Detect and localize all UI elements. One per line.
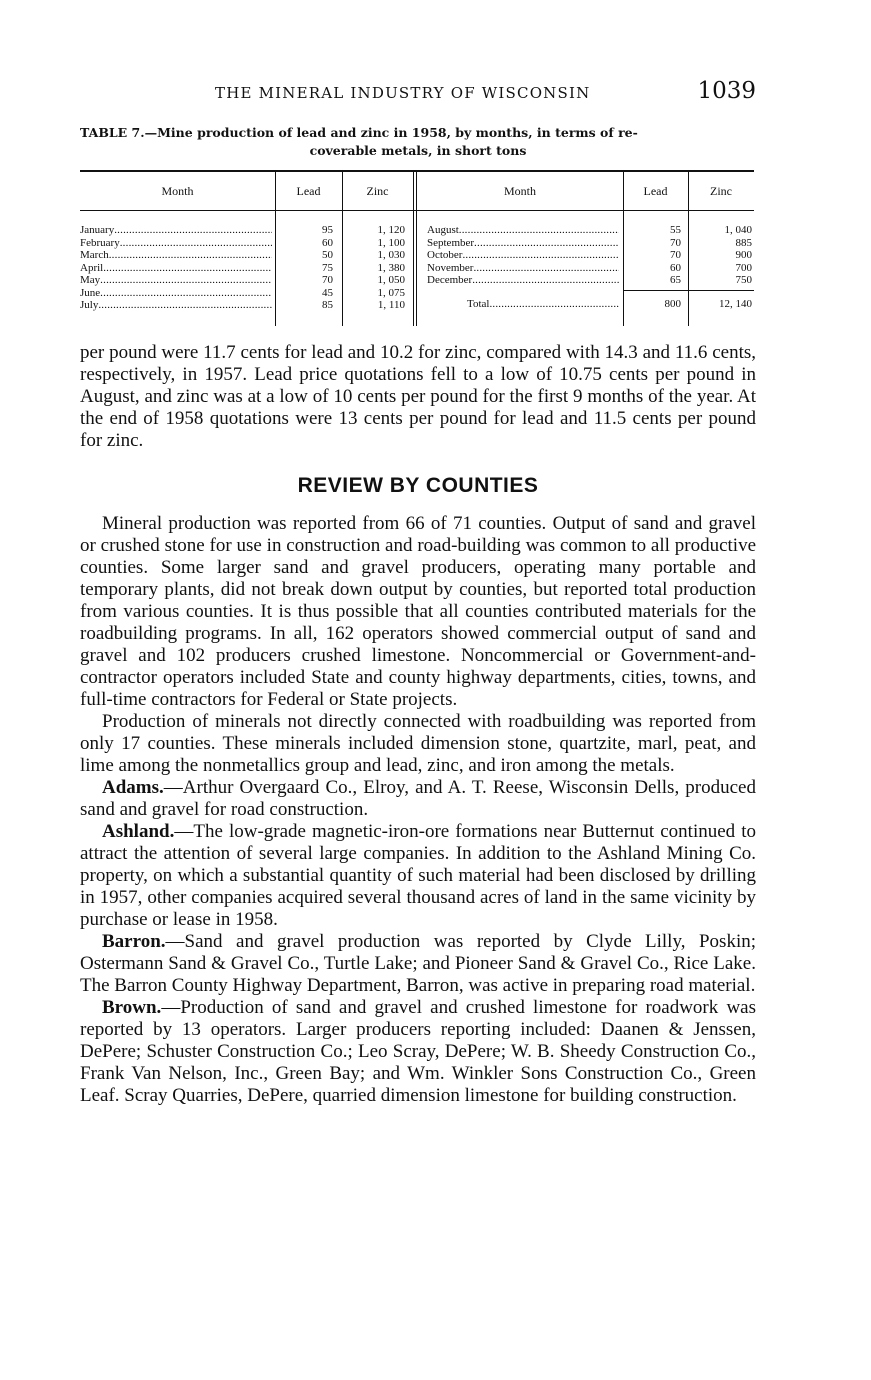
- row-zinc: 1, 120: [377, 224, 405, 236]
- header-month-right: Month: [503, 184, 536, 198]
- total-label: Total: [467, 298, 490, 310]
- county-text-barron: —Sand and gravel production was reported by Clyde Lilly, Poskin; Ostermann Sand & Gravel Co., Turtle Lake; and Pioneer Sand & Gravel Co., Rice Lake. The Barron County Highway Department, Barron, was active in preparing road material.: [80, 931, 756, 996]
- table-row: [80, 262, 413, 275]
- row-zinc: 1, 050: [377, 274, 405, 286]
- county-review-text: [80, 513, 756, 1107]
- total-zinc: 12, 140: [719, 298, 752, 310]
- county-name-barron: Barron.: [102, 931, 166, 952]
- row-lead: 70: [322, 274, 333, 286]
- table-top-rule: [80, 170, 754, 172]
- row-lead: 70: [670, 249, 681, 261]
- row-lead: 95: [322, 224, 333, 236]
- county-text-brown: —Production of sand and gravel and crushed limestone for roadwork was reported by 13 operators. Larger producers reporting included: Daanen & Jenssen, DePere; Schuster Construction Co.; Leo Scray, DePere; W. B. Sheedy Construction Co., Frank Van Nelson, Inc., Green Bay; and Wm. Winkler Sons Construction Co., Green Leaf. Scray Quarries, DePere, quarried dimension limestone for building construction.: [80, 997, 756, 1106]
- table-header-rule: [80, 210, 754, 211]
- row-zinc: 700: [735, 261, 752, 274]
- row-month: February: [80, 236, 120, 249]
- county-text-adams: —Arthur Overgaard Co., Elroy, and A. T. Reese, Wisconsin Dells, produced sand and gravel for road construction.: [80, 777, 756, 820]
- table-row: [427, 237, 754, 250]
- table-row: [80, 299, 413, 312]
- row-zinc: 1, 110: [377, 299, 405, 311]
- intro-paragraph: [80, 342, 756, 452]
- row-lead: 50: [322, 249, 333, 261]
- county-name-ashland: Ashland.: [102, 821, 175, 842]
- row-zinc: 1, 075: [377, 286, 405, 299]
- row-month: January: [80, 224, 115, 236]
- total-rule: [623, 290, 754, 291]
- row-zinc: 1, 100: [377, 236, 405, 249]
- row-lead: 55: [670, 224, 681, 236]
- row-zinc: 1, 040: [724, 224, 752, 236]
- table-row: [80, 287, 413, 300]
- row-month: September: [427, 236, 475, 249]
- row-zinc: 750: [735, 274, 752, 286]
- total-lead: 800: [664, 298, 681, 310]
- table-row: [80, 237, 413, 250]
- section-heading: REVIEW BY COUNTIES: [297, 474, 539, 497]
- row-month: October: [427, 249, 463, 261]
- county-name-brown: Brown.: [102, 997, 162, 1018]
- row-month: December: [427, 274, 473, 286]
- paragraph-barron: [80, 931, 756, 997]
- row-month: June: [80, 286, 101, 299]
- table-row: [427, 262, 754, 275]
- header-zinc-left: Zinc: [366, 184, 389, 198]
- table-caption-line2: coverable metals, in short tons: [309, 143, 527, 158]
- row-lead: 60: [322, 236, 333, 249]
- paragraph-brown: [80, 997, 756, 1107]
- page-number: 1039: [697, 78, 756, 104]
- row-month: April: [80, 261, 104, 274]
- left-rows: [80, 224, 413, 312]
- row-month: November: [427, 261, 474, 274]
- running-title: THE MINERAL INDUSTRY OF WISCONSIN: [215, 84, 591, 102]
- county-text-ashland: —The low-grade magnetic-iron-ore formations near Butternut continued to attract the attention of several large companies. In addition to the Ashland Mining Co. property, on which a substantial quantity of such material had been disclosed by drilling in 1957, other companies acquired several thousand acres of land in the same vicinity by purchase or lease in 1958.: [80, 821, 756, 930]
- row-zinc: 1, 380: [377, 261, 405, 274]
- table-total-row: [427, 298, 754, 311]
- running-head: [80, 78, 756, 108]
- production-table: [80, 170, 754, 326]
- row-month: March: [80, 249, 109, 261]
- row-lead: 85: [322, 299, 333, 311]
- row-zinc: 1, 030: [377, 249, 405, 261]
- row-zinc: 885: [735, 236, 752, 249]
- row-lead: 45: [322, 286, 333, 299]
- table-row: [80, 224, 413, 237]
- row-lead: 65: [670, 274, 681, 286]
- table-caption-line1: TABLE 7.—Mine production of lead and zinc in 1958, by months, in terms of re-: [80, 125, 638, 140]
- header-month-left: Month: [161, 184, 194, 198]
- paragraph-mineral-production: Mineral production was reported from 66 of 71 counties. Output of sand and gravel or crushed stone for use in construction and road-building was common to all productive counties. Some larger sand and gravel producers, operating many portable and temporary plants, did not break down output by counties, but reported total production from various counties. It is thus possible that all counties contributed materials for the roadbuilding programs. In all, 162 operators showed commercial output of sand and gravel and 102 producers crushed limestone. Noncommercial or Government-and-contractor operators included State and county highway departments, cities, towns, and full-time contractors for Federal or State projects.: [80, 513, 756, 710]
- row-month: July: [80, 299, 99, 311]
- row-lead: 75: [322, 261, 333, 274]
- table-caption: [80, 124, 756, 160]
- paragraph-other-minerals: Production of minerals not directly connected with roadbuilding was reported from only 17 counties. These minerals included dimension stone, quartzite, marl, peat, and lime among the nonmetallics group and lead, zinc, and iron among the metals.: [80, 711, 756, 776]
- right-rows: [427, 224, 754, 287]
- row-lead: 70: [670, 236, 681, 249]
- paragraph-adams: [80, 777, 756, 821]
- table-row: [427, 249, 754, 262]
- row-zinc: 900: [735, 249, 752, 261]
- header-lead-left: Lead: [296, 184, 321, 198]
- county-name-adams: Adams.: [102, 777, 164, 798]
- header-lead-right: Lead: [643, 184, 668, 198]
- table-row: [80, 249, 413, 262]
- table-row: [427, 274, 754, 287]
- row-month: August: [427, 224, 459, 236]
- paragraph-ashland: [80, 821, 756, 931]
- row-lead: 60: [670, 261, 681, 274]
- row-month: May: [80, 274, 101, 286]
- header-zinc-right: Zinc: [710, 184, 732, 198]
- table-row: [427, 224, 754, 237]
- intro-paragraph-text: per pound were 11.7 cents for lead and 10.2 for zinc, compared with 14.3 and 11.6 cents, respectively, in 1957. Lead price quotations fell to a low of 10.75 cents per pound in August, and zinc was at a low of 10 cents per pound for the first 9 months of the year. At the end of 1958 quotations were 13 cents per pound for lead and 11.5 cents per pound for zinc.: [80, 342, 756, 451]
- table-row: [80, 274, 413, 287]
